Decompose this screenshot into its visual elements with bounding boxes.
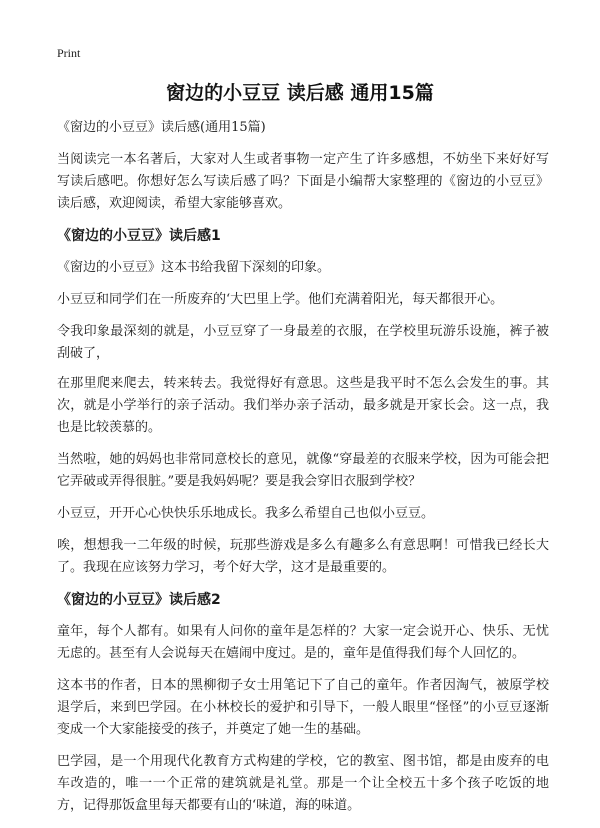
article-subtitle: 《窗边的小豆豆》读后感(通用15篇)	[57, 120, 266, 135]
paragraph: 当然啦，她的妈妈也非常同意校长的意见，就像“穿最差的衣服来学校，因为可能会把它弄破或弄得很脏。”要是我妈妈呢？要是我会穿旧衣服到学校？	[57, 452, 549, 489]
paragraph: 小豆豆和同学们在一所废弃的‘大巴里上学。他们充满着阳光，每天都很开心。	[57, 292, 504, 307]
paragraph: 巴学园，是一个用现代化教育方式构建的学校，它的教室、图书馆，都是由废弃的电车改造的，唯一一个正常的建筑就是礼堂。那是一个让全校五十多个孩子吃饭的地方，记得那饭盒里每天都要有山的‘味道，海的味道。	[57, 754, 549, 813]
paragraph: 在那里爬来爬去，转来转去。我觉得好有意思。这些是我平时不怎么会发生的事。其次，就是小学举行的亲子活动。我们举办亲子活动，最多就是开家长会。这一点，我也是比较羡慕的。	[57, 376, 549, 435]
section-heading-1: 《窗边的小豆豆》读后感1	[57, 228, 221, 244]
article-body	[57, 117, 549, 827]
paragraph: 这本书的作者，日本的黑柳彻子女士用笔记下了自己的童年。作者因淘气，被原学校退学后，来到巴学园。在小林校长的爱护和引导下，一般人眼里“怪怪”的小豆豆逐渐变成一个大家能接受的孩子，并奠定了她一生的基础。	[57, 678, 549, 737]
page-title: 窗边的小豆豆 读后感 通用15篇	[166, 82, 434, 104]
paragraph: 唉，想想我一二年级的时候，玩那些游戏是多么有趣多么有意思啊！可惜我已经长大了。我现在应该努力学习，考个好大学，这才是最重要的。	[57, 538, 549, 575]
paragraph: 令我印象最深刻的就是，小豆豆穿了一身最差的衣服，在学校里玩游乐设施，裤子被刮破了，	[57, 324, 549, 361]
intro-paragraph: 当阅读完一本名著后，大家对人生或者事物一定产生了许多感想，不妨坐下来好好写写读后感吧。你想好怎么写读后感了吗？下面是小编帮大家整理的《窗边的小豆豆》读后感，欢迎阅读，希望大家能够喜欢。	[57, 152, 549, 211]
paragraph: 童年，每个人都有。如果有人问你的童年是怎样的？大家一定会说开心、快乐、无忧无虑的。甚至有人会说每天在嬉闹中度过。是的，童年是值得我们每个人回忆的。	[57, 624, 549, 661]
print-link[interactable]: Print	[57, 46, 81, 60]
paragraph: 小豆豆，开开心心快快乐乐地成长。我多么希望自己也似小豆豆。	[57, 506, 435, 521]
paragraph: 《窗边的小豆豆》这本书给我留下深刻的印象。	[57, 260, 331, 275]
section-heading-2: 《窗边的小豆豆》读后感2	[57, 592, 221, 608]
